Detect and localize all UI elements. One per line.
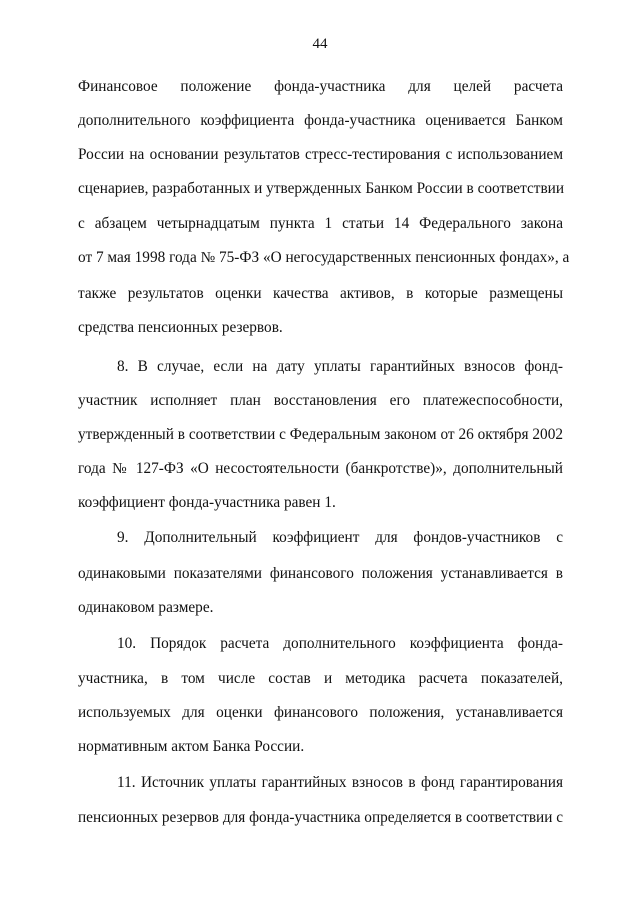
text-line: одинаковом размере. — [78, 599, 214, 616]
text-line: сценариев, разработанных и утвержденных Банком России в соответствии — [78, 180, 565, 197]
text-line: пенсионных резервов для фонда-участника определяется в соответствии с — [78, 809, 564, 826]
paragraph-first-line: 10. Порядок расчета дополнительного коэффициента фонда- — [117, 635, 563, 652]
text-line: от 7 мая 1998 года № 75-ФЗ «О негосударственных пенсионных фондах», а — [78, 249, 570, 266]
text-line: участника, в том числе состав и методика расчета показателей, — [78, 670, 563, 687]
paragraph-first-line: 9. Дополнительный коэффициент для фондов-участников с — [117, 529, 563, 546]
text-line: с абзацем четырнадцатым пункта 1 статьи 14 Федерального закона — [78, 215, 563, 232]
text-line: средства пенсионных резервов. — [78, 319, 283, 336]
text-line: утвержденный в соответствии с Федеральным законом от 26 октября 2002 — [78, 426, 563, 443]
text-line: участник исполняет план восстановления его платежеспособности, — [78, 392, 563, 409]
text-line: используемых для оценки финансового положения, устанавливается — [78, 704, 563, 721]
page-number: 44 — [312, 36, 328, 52]
text-line: России на основании результатов стресс-тестирования с использованием — [78, 146, 563, 163]
text-line: дополнительного коэффициента фонда-участника оценивается Банком — [78, 112, 563, 129]
text-line: коэффициент фонда-участника равен 1. — [78, 494, 336, 511]
text-line: нормативным актом Банка России. — [78, 738, 305, 755]
text-line: года № 127-ФЗ «О несостоятельности (банкротстве)», дополнительный — [78, 460, 563, 477]
text-line: Финансовое положение фонда-участника для целей расчета — [78, 78, 563, 95]
paragraph-first-line: 11. Источник уплаты гарантийных взносов в фонд гарантирования — [117, 774, 563, 791]
paragraph-first-line: 8. В случае, если на дату уплаты гарантийных взносов фонд- — [117, 358, 563, 375]
text-line: одинаковыми показателями финансового положения устанавливается в — [78, 565, 563, 582]
text-line: также результатов оценки качества активов, в которые размещены — [78, 285, 563, 302]
